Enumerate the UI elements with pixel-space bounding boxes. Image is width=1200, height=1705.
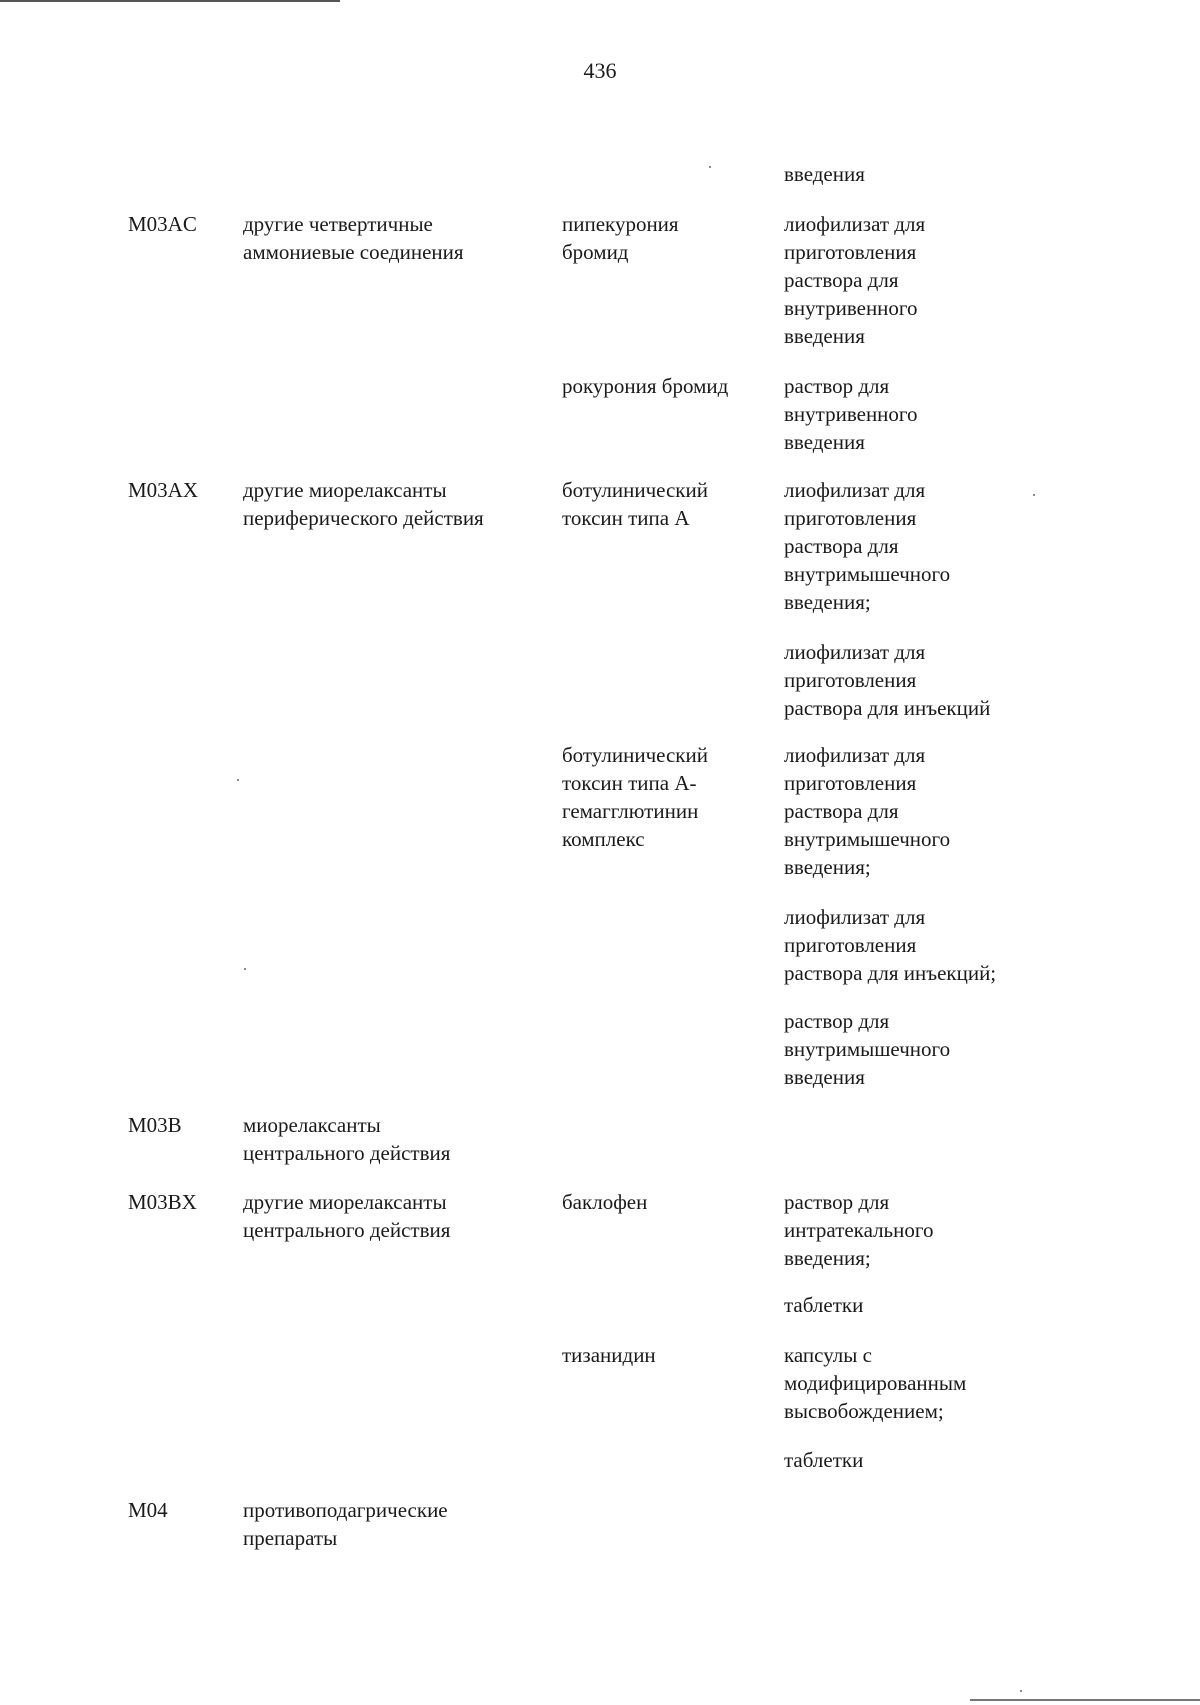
drug-name: рокурония бромид [562,374,729,398]
atc-code: M04 [128,1498,168,1522]
scan-speck [237,779,239,781]
dosage-form: лиофилизат для приготовления раствора для внутривенного введения [784,212,926,348]
atc-code: M03B [128,1113,182,1137]
drug-name: баклофен [562,1190,648,1214]
dosage-form: таблетки [784,1293,864,1317]
dosage-form: таблетки [784,1448,864,1472]
atc-group-name: другие миорелаксанты центрального действия [243,1190,451,1242]
atc-code: M03AC [128,212,197,236]
atc-group-name: другие четвертичные аммониевые соединения [243,212,464,264]
dosage-form: раствор для интратекального введения; [784,1190,934,1270]
scan-edge-line [0,0,340,2]
scan-speck [709,166,711,168]
dosage-form: лиофилизат для приготовления раствора для внутримышечного введения; [784,478,951,614]
dosage-form: лиофилизат для приготовления раствора для внутримышечного введения; [784,743,951,879]
dosage-form: капсулы с модифицированным высвобождением; [784,1343,967,1423]
scan-speck [1033,494,1035,496]
dosage-form: лиофилизат для приготовления раствора для инъекций [784,640,991,720]
atc-group-name: противоподагрические препараты [243,1498,448,1550]
dosage-form: введения [784,162,865,186]
drug-name: тизанидин [562,1343,656,1367]
dosage-form: лиофилизат для приготовления раствора для инъекций; [784,905,997,985]
scan-edge-line [970,1699,1200,1701]
drug-name: пипекурония бромид [562,212,679,264]
drug-name: ботулинический токсин типа А [562,478,708,530]
drug-name: ботулинический токсин типа А- гемагглютинин комплекс [562,743,708,851]
atc-group-name: миорелаксанты центрального действия [243,1113,451,1165]
atc-group-name: другие миорелаксанты периферического действия [243,478,484,530]
atc-code: M03AX [128,478,199,502]
dosage-form: раствор для внутривенного введения [784,374,918,454]
dosage-form: раствор для внутримышечного введения [784,1009,951,1089]
scan-speck [1020,1690,1022,1692]
atc-code: M03BX [128,1190,197,1214]
scan-speck [244,968,246,970]
page-number: 436 [583,58,617,83]
